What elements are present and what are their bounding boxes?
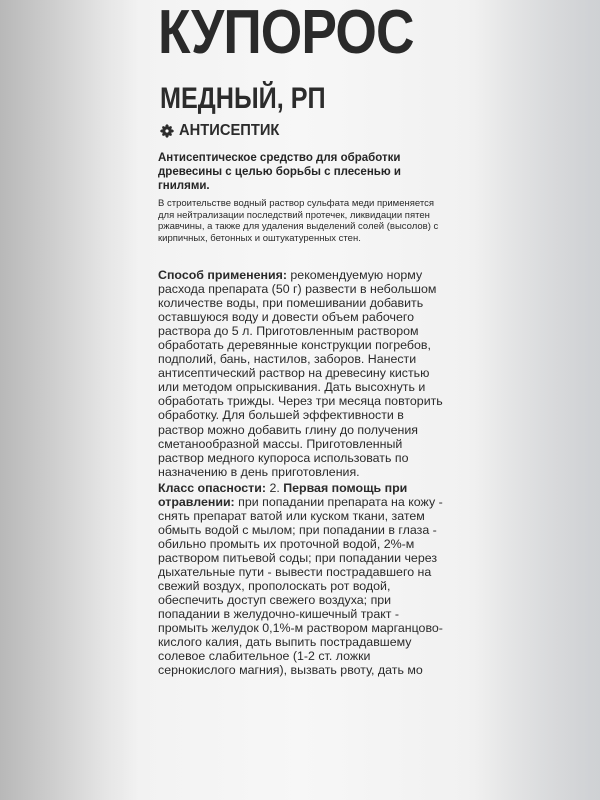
usage-section: [158, 268, 450, 677]
package-left-edge: [0, 0, 140, 800]
usage-paragraph: [158, 268, 450, 479]
product-label: [158, 0, 458, 800]
first-aid-text: при попадании препарата на кожу - снять препарат ватой или куском ткани, затем обмыть водой с мылом; при попадании в глаза - обильно промыть их проточной водой, 2%-м раствором питьевой соды; при попадании через дыхательные пути - вывести пострадавшего на свежий воздух, прополоскать рот водой, обеспечить доступ свежего воздуха; при попадании в желудочно-кишечный тракт - промыть желудок 0,1%-м раствором марганцово-кислого калия, дать выпить пострадавшему солевое слабительное (1-2 ст. ложки сернокислого магния), вызвать рвоту, дать мо: [158, 494, 443, 678]
hazard-class-value: 2.: [269, 480, 280, 495]
product-subtitle: МЕДНЫЙ, РП: [160, 82, 326, 115]
usage-text: рекомендуемую норму расхода препарата (50 г) развести в небольшом количестве воды, при помешивании добавить оставшуюся воду и довести объем рабочего раствора до 5 л. Приготовленным раствором обработать деревянные конструкции погребов, подполий, бань, настилов, заборов. Нанести антисептический раствор на древесину кистью или методом опрыскивания. Дать высохнуть и обработать трижды. Через три месяца повторить обработку. Для большей эффективности в раствор можно добавить глину до получения сметанообразной массы. Приготовленный раствор медного купороса использовать по назначению в день приготовления.: [158, 268, 443, 479]
product-category: [160, 122, 288, 140]
intro-paragraph: В строительстве водный раствор сульфата меди применяется для нейтрализации последствий протечек, ликвидации пятен ржавчины, а также для удаления выделений солей (высолов) с кирпичных, бетонных и оштукатуренных стен.: [158, 198, 439, 244]
hazard-paragraph: [158, 481, 450, 678]
flower-icon: [160, 124, 174, 138]
hazard-heading: Класс опасности:: [158, 480, 266, 495]
product-lead: Антисептическое средство для обработки древесины с целью борьбы с плесенью и гнилями.: [158, 152, 401, 192]
product-title: КУПОРОС: [158, 0, 414, 67]
category-label: АНТИСЕПТИК: [179, 122, 280, 139]
first-aid-heading: Первая помощь при отравлении:: [158, 480, 408, 509]
usage-heading: Способ применения:: [158, 268, 287, 282]
package-right-shade: [480, 0, 600, 800]
